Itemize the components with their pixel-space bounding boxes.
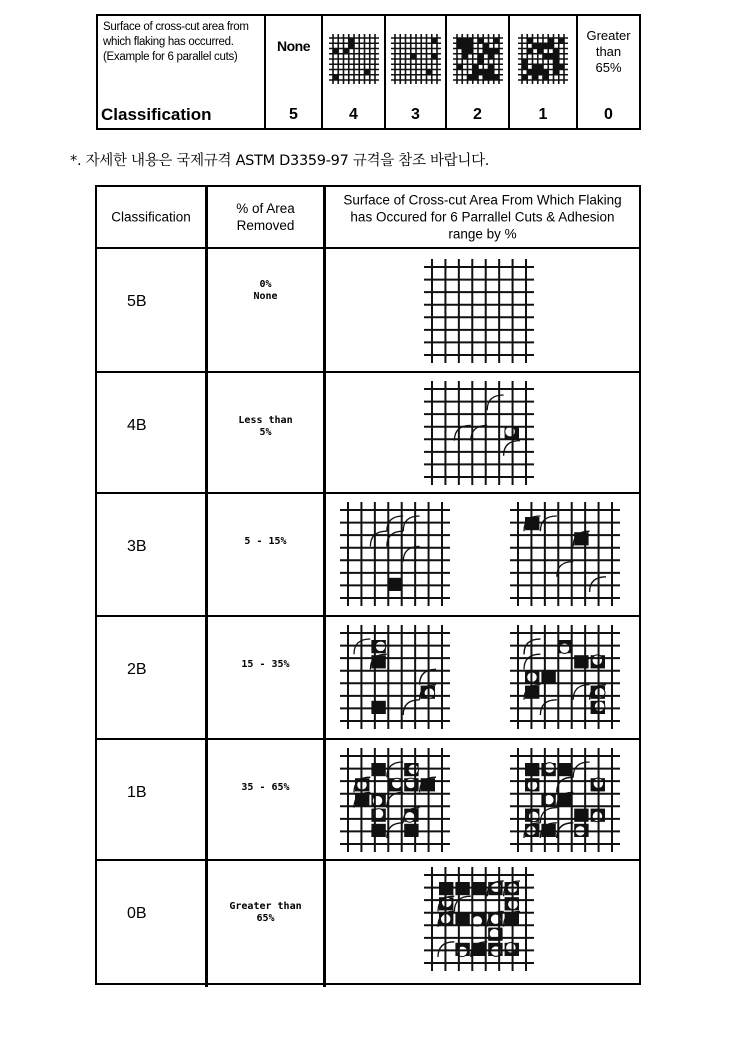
top-column-1: [510, 16, 578, 128]
table-row: [97, 861, 639, 987]
row-percent-line2: 5%: [259, 427, 272, 438]
row-classification: 1B: [127, 784, 147, 801]
top-grid-2-image: [453, 34, 503, 84]
top-description-text: Surface of cross-cut area from which flaking has occurred. (Example for 6 parallel cuts): [103, 21, 249, 63]
top-value-2: 2: [473, 106, 482, 123]
top-grid-1-image: [518, 34, 568, 84]
cross-cut-grid-2b-right: [510, 625, 620, 729]
top-none-label: None: [277, 38, 310, 54]
cross-cut-grid-1b-left: [340, 748, 450, 852]
header-classification: Classification: [111, 209, 191, 225]
top-value-0: 0: [604, 106, 613, 123]
top-value-3: 3: [411, 106, 420, 123]
table-header-row: [97, 187, 639, 249]
top-classification-table: [96, 14, 641, 130]
row-classification: 0B: [127, 905, 147, 922]
cross-cut-grid-0b: [424, 867, 534, 971]
table-row: [97, 249, 639, 373]
row-classification: 2B: [127, 661, 147, 678]
main-classification-table: [95, 185, 641, 985]
row-percent-line2: None: [253, 291, 278, 302]
row-percent-line1: Greater than: [229, 901, 302, 912]
top-value-4: 4: [349, 106, 358, 123]
row-classification: 4B: [127, 417, 147, 434]
top-column-2: [447, 16, 510, 128]
top-column-5: [266, 16, 323, 128]
row-classification: 5B: [127, 293, 147, 310]
table-row: [97, 494, 639, 617]
top-column-4: [323, 16, 386, 128]
top-column-0: [578, 16, 639, 128]
cross-cut-grid-4b: [424, 381, 534, 485]
cross-cut-grid-5b: [424, 259, 534, 363]
header-percent-removed: % of Area Removed: [236, 201, 295, 233]
row-classification: 3B: [127, 538, 147, 555]
top-classification-label: Classification: [101, 105, 212, 124]
header-surface-description: Surface of Cross-cut Area From Which Flaking has Occured for 6 Parrallel Cuts & Adhesion range by %: [343, 192, 622, 242]
row-percent-line1: 15 - 35%: [241, 659, 290, 670]
top-grid-4-image: [329, 34, 379, 84]
top-column-3: [386, 16, 447, 128]
table-row: [97, 740, 639, 861]
row-percent-line2: 65%: [256, 913, 275, 924]
table-row: [97, 373, 639, 494]
cross-cut-grid-3b-right: [510, 502, 620, 606]
row-percent-line1: Less than: [238, 415, 293, 426]
top-value-5: 5: [289, 106, 298, 123]
top-greater-label: Greater than 65%: [586, 28, 631, 75]
top-description-cell: [98, 16, 266, 128]
table-row: [97, 617, 639, 740]
row-percent-line1: 35 - 65%: [241, 782, 290, 793]
cross-cut-grid-2b-left: [340, 625, 450, 729]
row-percent-line1: 0%: [259, 279, 272, 290]
row-percent-line1: 5 - 15%: [244, 536, 287, 547]
top-grid-3-image: [391, 34, 441, 84]
cross-cut-grid-1b-right: [510, 748, 620, 852]
astm-reference-note: *. 자세한 내용은 국제규격 ASTM D3359-97 규격을 참조 바랍니다.: [70, 153, 490, 169]
cross-cut-grid-3b-left: [340, 502, 450, 606]
top-value-1: 1: [538, 106, 548, 123]
